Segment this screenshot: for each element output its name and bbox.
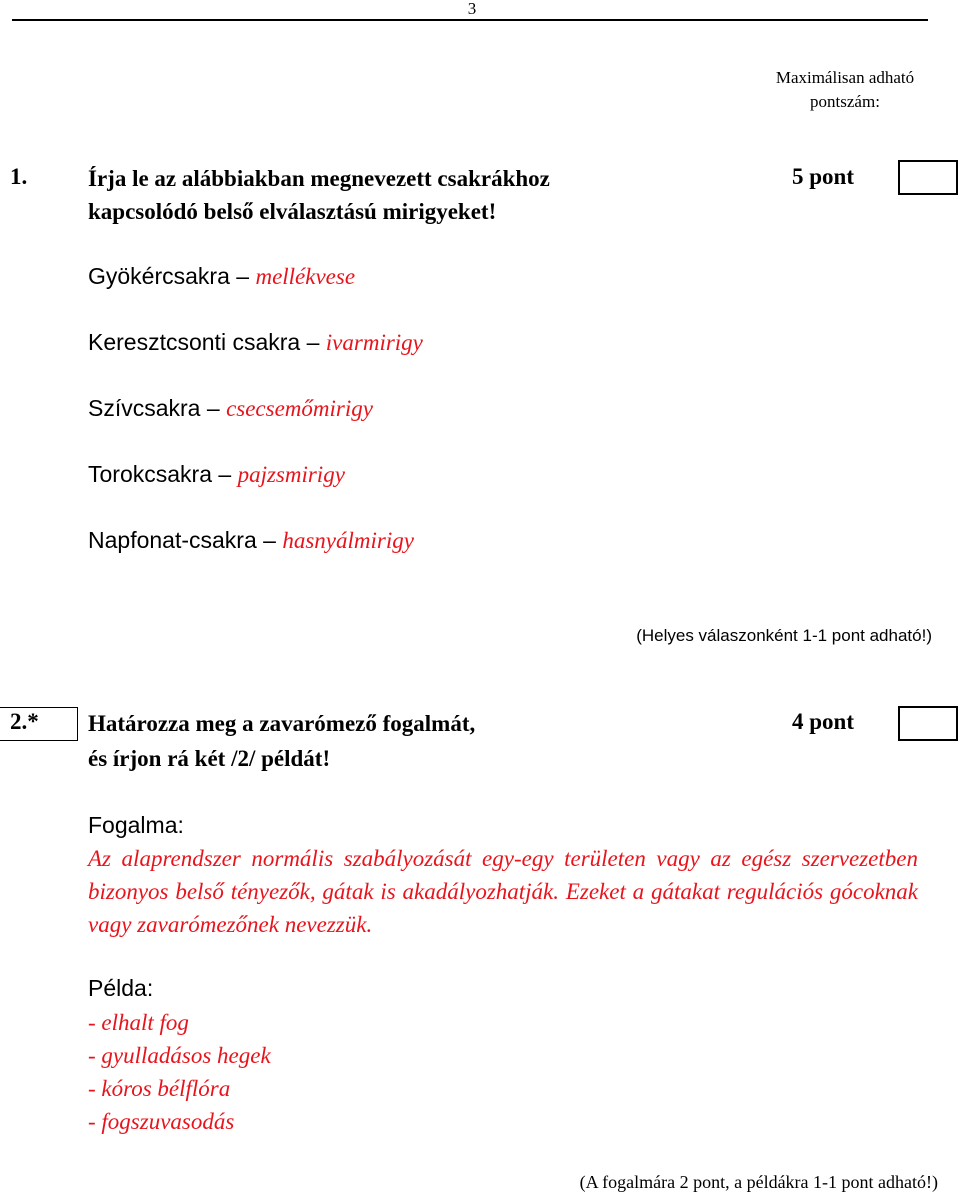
pair-row bbox=[88, 395, 373, 422]
question-1-points: 5 pont bbox=[792, 164, 854, 189]
pair-row bbox=[88, 527, 414, 554]
dash: – bbox=[206, 395, 220, 421]
example-item: - kóros bélflóra bbox=[88, 1076, 231, 1101]
question-2-score-box[interactable] bbox=[898, 706, 958, 741]
dash: – bbox=[218, 461, 232, 487]
gland-answer: mellékvese bbox=[255, 264, 356, 289]
example-list bbox=[88, 1006, 271, 1138]
definition-text: Az alaprendszer normális szabályozását egy-egy területen vagy az egész szervezetben bizonyos belső tényezők, gátak is akadályozhatják. Ezeket a gátakat regulációs gócoknak vagy zavarómezőnek nevezzük. bbox=[88, 846, 918, 937]
chakra-name: Napfonat-csakra bbox=[88, 527, 257, 553]
question-2-text-line2: és írjon rá két /2/ példát! bbox=[88, 746, 331, 771]
question-1-text-line2: kapcsolódó belső elválasztású mirigyeket! bbox=[88, 199, 497, 224]
example-label: Példa: bbox=[88, 975, 154, 1001]
chakra-name: Gyökércsakra bbox=[88, 263, 230, 289]
gland-answer: ivarmirigy bbox=[325, 330, 423, 355]
gland-answer: pajzsmirigy bbox=[237, 462, 345, 487]
question-2-text-line1: Határozza meg a zavarómező fogalmát, bbox=[88, 711, 476, 736]
pair-row bbox=[88, 461, 345, 488]
chakra-name: Torokcsakra bbox=[88, 461, 212, 487]
chakra-name: Szívcsakra bbox=[88, 395, 201, 421]
question-2-number: 2.* bbox=[10, 709, 39, 734]
example-item: - gyulladásos hegek bbox=[88, 1043, 271, 1068]
pair-row bbox=[88, 329, 423, 356]
question-1-text-line1: Írja le az alábbiakban megnevezett csakrákhoz bbox=[88, 166, 550, 191]
dash: – bbox=[263, 527, 276, 553]
max-points-label: Maximálisan adható pontszám: bbox=[775, 68, 915, 111]
example-item: - fogszuvasodás bbox=[88, 1109, 235, 1134]
question-1-number: 1. bbox=[10, 164, 28, 189]
definition-label: Fogalma: bbox=[88, 812, 184, 838]
question-2-points: 4 pont bbox=[792, 709, 854, 734]
header-rule bbox=[12, 19, 928, 21]
gland-answer: csecsemőmirigy bbox=[226, 396, 373, 421]
question-1-score-box[interactable] bbox=[898, 160, 958, 195]
question-1-scoring-note: (Helyes válaszonként 1-1 pont adható!) bbox=[636, 626, 932, 645]
chakra-name: Keresztcsonti csakra bbox=[88, 329, 301, 355]
question-2-scoring-note: (A fogalmára 2 pont, a példákra 1-1 pont adható!) bbox=[579, 1172, 938, 1192]
page-number: 3 bbox=[467, 0, 477, 18]
dash: – bbox=[306, 329, 320, 355]
pair-row bbox=[88, 263, 355, 290]
gland-answer: hasnyálmirigy bbox=[282, 528, 414, 553]
example-item: - elhalt fog bbox=[88, 1010, 189, 1035]
dash: – bbox=[236, 263, 250, 289]
